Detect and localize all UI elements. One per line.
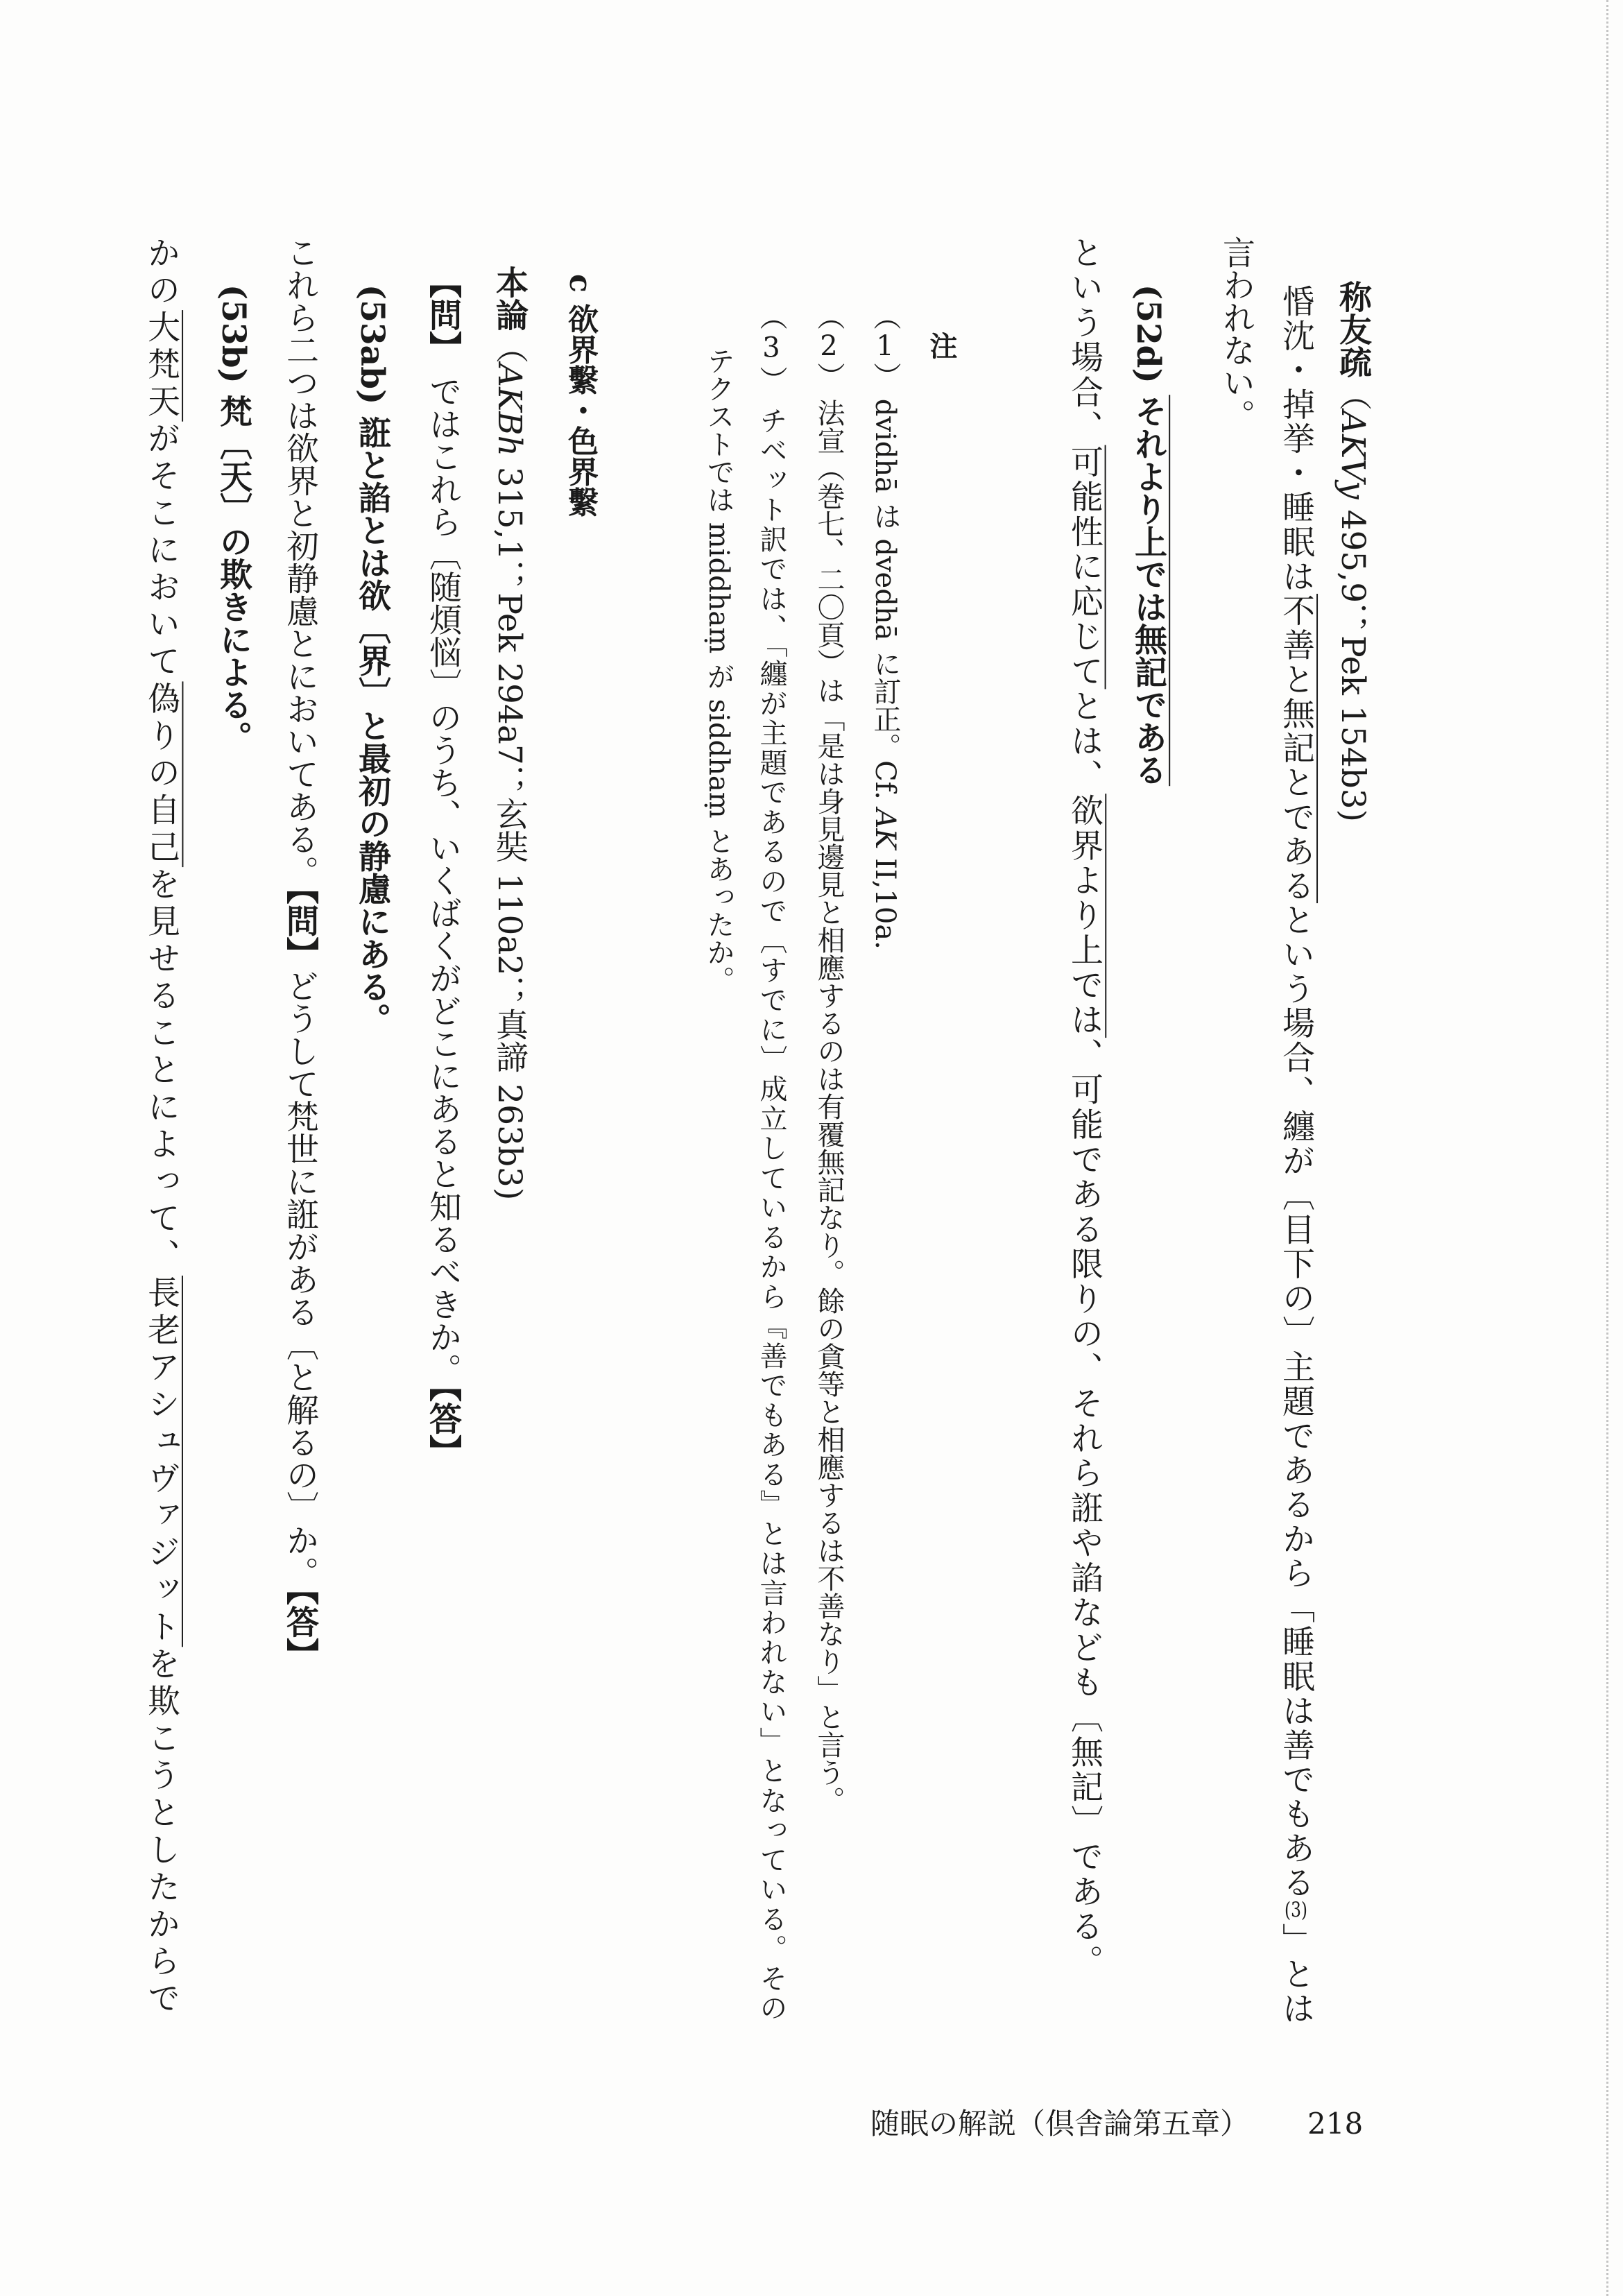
question-marker: 【問】	[281, 888, 319, 970]
note-text: dvidhā は dvedhā に訂正。Cf.	[869, 390, 901, 809]
verse-number: (53b)	[214, 284, 252, 384]
sidelined-text: 不善と無記とである	[1277, 594, 1315, 904]
commentary-text-line	[1273, 284, 1318, 2024]
running-head: 随眠の解説（倶舎論第五章）	[870, 2107, 1250, 2141]
note-text: テクストでは middhaṃ が siddhaṃ とあったか。	[703, 347, 735, 994]
note-text: 法宣（巻七、二〇頁）は「是は身見邊見と相應するのは有覆無記なり。餘の貪等と相應するは不善なり」と言う。	[813, 390, 845, 1814]
note-1	[866, 302, 904, 1135]
commentary-heading	[1330, 280, 1375, 939]
text-segment: を見せることによって、	[142, 867, 180, 1276]
root-text-heading	[487, 266, 531, 1341]
reference-work: AKVy	[1334, 411, 1372, 499]
sidelined-text: 長老アシュヴァジット	[142, 1275, 180, 1647]
sidelined-text: 可能性に応じて	[1065, 445, 1104, 689]
commentary-text-line	[139, 236, 183, 2014]
verse-text: 誑と諂とは欲〔界〕と最初の静慮にある。	[353, 415, 391, 1036]
text-segment: 言われない。	[1217, 236, 1255, 431]
note-text: チベット訳では、「纏が主題であるので〔すでに〕成立しているから『善でもある』とは言われない」となっている。その	[755, 395, 787, 2022]
verse-52d	[1126, 284, 1170, 909]
section-c-heading	[558, 274, 602, 635]
section-title: 欲界繫・色界繫	[563, 303, 598, 517]
reference-locator: 495,9；Pek 154b3)	[1334, 499, 1372, 822]
text-segment: という場合、	[1065, 236, 1104, 445]
text-segment: がそこにおいて	[142, 421, 180, 682]
verse-text: 梵〔天〕の欺きによる。	[214, 395, 252, 754]
verse-53b	[211, 284, 255, 874]
text-segment: これら二つは欲界と初静慮とにおいてある。	[281, 236, 319, 888]
text-segment: ではこれら〔随煩悩〕のうち、いくばくがどこにあると知るべきか。	[424, 375, 462, 1386]
question-line	[420, 266, 465, 1618]
commentary-text-line	[1214, 236, 1258, 513]
reference-locator: 315,1；Pek 294a7；玄奘 110a2；真諦 263b3)	[490, 456, 529, 1201]
answer-marker: 【答】	[281, 1588, 319, 1670]
verse-number: (52d)	[1129, 284, 1167, 384]
note-3-continued	[699, 347, 738, 1110]
root-text-label: 本論	[490, 266, 529, 331]
reference-open-paren: （	[490, 331, 529, 363]
commentary-text-line	[1062, 236, 1106, 1977]
note-reference: (3)	[1285, 1900, 1307, 1921]
question-marker: 【問】	[424, 266, 462, 363]
notes-heading	[922, 332, 961, 387]
sidelined-text: 大梵天	[142, 310, 180, 422]
commentary-text-line	[277, 236, 322, 1866]
text-segment: 惛沈・掉挙・睡眠は	[1277, 284, 1315, 594]
note-2	[809, 302, 848, 1981]
note-3	[752, 302, 791, 2021]
reference-open-paren: （	[1334, 378, 1372, 411]
reference-work: AKBh	[490, 363, 529, 456]
verse-text: それより上では無記である	[1129, 395, 1167, 787]
page-number: 218	[1307, 2107, 1364, 2141]
section-letter: c	[563, 274, 598, 293]
note-work: AK	[869, 808, 901, 850]
answer-marker: 【答】	[424, 1385, 462, 1467]
text-segment: 、可能である限りの、それら誑や諂なども〔無記〕である。	[1065, 1038, 1104, 1978]
text-segment: かの	[142, 236, 180, 311]
sidelined-text: 偽りの自己	[142, 681, 180, 868]
note-text: II,10a.	[869, 849, 901, 950]
text-segment: という場合、纏が〔目下の〕主題であるから「睡眠は善でもある	[1277, 903, 1315, 1901]
commentary-label: 称友疏	[1334, 280, 1372, 378]
note-marker: （2）	[813, 302, 845, 390]
note-marker: （3）	[755, 302, 787, 396]
note-marker: （1）	[869, 302, 901, 390]
text-segment: とは、	[1065, 689, 1104, 794]
text-segment: 」とは	[1277, 1922, 1315, 2025]
notes-heading-label: 注	[925, 332, 958, 359]
verse-53ab	[350, 284, 394, 1151]
scan-edge-divider	[1606, 0, 1608, 2296]
text-segment: どうして梵世に誑がある〔と解るの〕か。	[281, 969, 319, 1589]
verse-number: (53ab)	[353, 284, 391, 405]
text-segment: を欺こうとしたからで	[142, 1647, 180, 2014]
sidelined-text: 欲界より上では	[1065, 794, 1104, 1038]
